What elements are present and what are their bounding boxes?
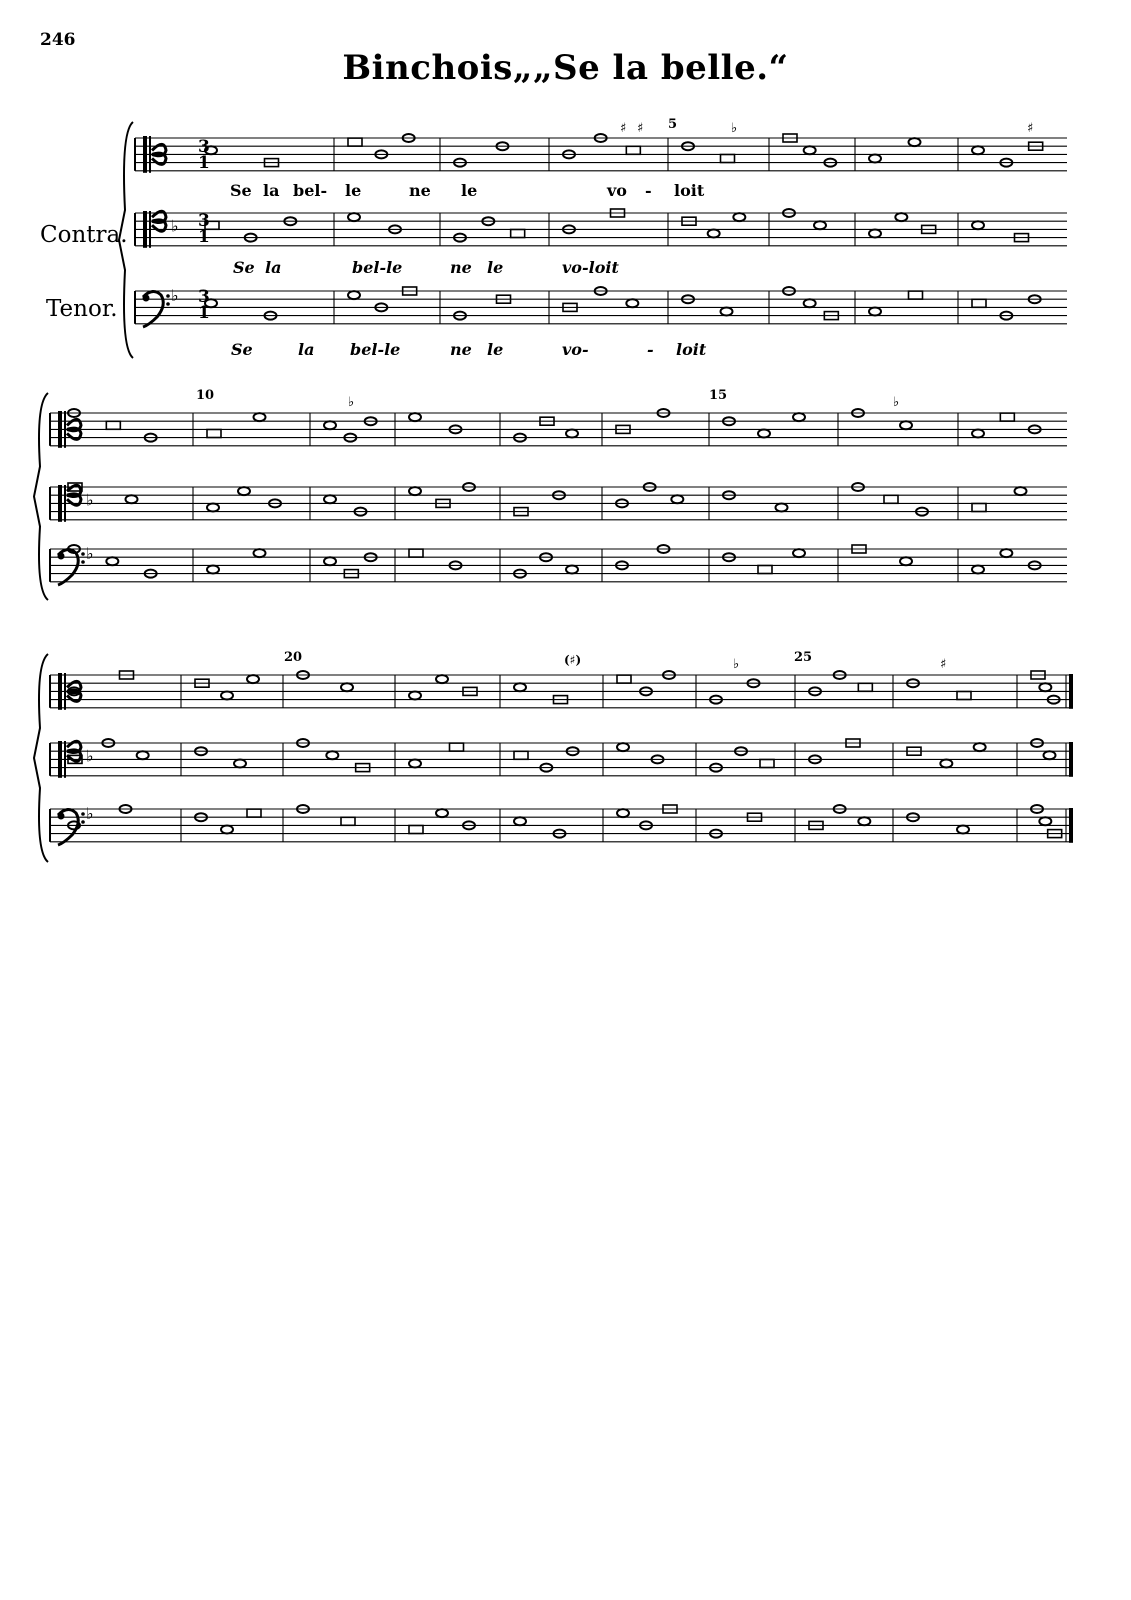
semibreve-note [324,495,336,503]
semibreve-note [238,487,250,495]
lyric-tenor: le [487,340,504,359]
semibreve-note [409,413,421,421]
semibreve-note [254,549,266,557]
semibreve-note [409,487,421,495]
lyric-contra: bel-le [352,258,403,277]
breve-note [972,504,986,512]
semibreve-note [221,692,233,700]
semibreve-note [974,743,986,751]
lyric-contra: vo-loit [562,258,619,277]
semibreve-note [858,817,870,825]
flat-icon: ♭ [86,544,94,564]
semibreve-note [617,743,629,751]
semibreve-note [324,421,336,429]
breve-note [514,751,528,759]
flat-icon: ♭ [893,395,900,410]
semibreve-note [1015,487,1027,495]
f-clef-icon [58,813,65,820]
semibreve-note [137,751,149,759]
lyric-superius: bel- [293,181,328,200]
lyric-superius: ne [409,181,431,200]
semibreve-note [436,809,448,817]
lyric-superius: - [645,181,652,200]
semibreve-note [814,221,826,229]
svg-text:3: 3 [198,287,210,307]
breve-note [957,692,971,700]
time-signature-superius [198,137,210,173]
c-clef-icon [64,411,66,448]
semibreve-note [972,566,984,574]
lyric-tenor: vo- [562,340,589,359]
system-brace [34,654,48,862]
c-clef-icon [67,681,81,701]
f-clef-icon [166,294,170,298]
f-clef-icon [81,560,85,564]
lyric-superius: loit [674,181,705,200]
semibreve-note [793,413,805,421]
semibreve-note [234,760,246,768]
f-clef-icon [81,820,85,824]
semibreve-note [895,213,907,221]
semibreve-note [106,557,118,565]
time-signature-tenor [198,287,210,323]
c-clef-icon [58,741,62,778]
lyric-contra: la [265,258,282,277]
semibreve-note [436,675,448,683]
lyric-contra: Se [233,258,255,277]
lyric-superius: le [345,181,362,200]
breve-note [450,743,464,751]
breve-note [511,230,525,238]
svg-text:1: 1 [198,153,210,173]
final-barline [1069,742,1073,777]
time-signature-contra [198,211,210,247]
semibreve-note [940,760,952,768]
breve-note [858,683,872,691]
flat-icon: ♭ [348,395,355,410]
semibreve-note [514,817,526,825]
semibreve-note [514,683,526,691]
lyric-tenor: la [298,340,315,359]
editorial-sharp: (♯) [564,653,582,667]
semibreve-note [324,557,336,565]
svg-text:1: 1 [198,303,210,323]
c-clef-icon [67,419,81,439]
lyric-superius: le [461,181,478,200]
flat-icon: ♭ [171,286,179,306]
part-label-tenor: Tenor. [46,296,118,322]
semibreve-note [1039,817,1051,825]
breve-note [760,760,774,768]
sharp-icon: ♯ [940,657,947,672]
c-clef-icon [64,673,66,710]
sharp-icon: ♯ [637,121,644,136]
measure-number-5: 5 [668,117,678,132]
breve-note [758,566,772,574]
lyric-tenor: - [647,340,654,359]
c-clef-icon [67,485,81,505]
breve-note [617,675,631,683]
c-clef-icon [58,411,62,448]
breve-note [247,809,261,817]
semibreve-note [326,751,338,759]
system-brace [34,393,48,600]
semibreve-note [617,809,629,817]
semibreve-note [247,675,259,683]
semibreve-note [566,566,578,574]
breve-note [409,549,423,557]
staff-tenor [50,544,1067,585]
semibreve-note [900,421,912,429]
system-1 [119,122,1067,358]
score-systems [34,121,1073,862]
lyric-tenor: bel-le [350,340,401,359]
semibreve-note [126,495,138,503]
lyric-tenor: loit [676,340,707,359]
semibreve-note [207,504,219,512]
breve-note [207,430,221,438]
semibreve-note [776,504,788,512]
semibreve-note [1044,751,1056,759]
part-label-contra: Contra. [40,222,128,248]
breve-note [721,155,735,163]
semibreve-note [972,221,984,229]
c-clef-icon [152,211,166,231]
semibreve-note [566,430,578,438]
semibreve-note [804,299,816,307]
sharp-icon: ♯ [1027,121,1034,136]
c-clef-icon [143,211,147,248]
lyric-contra: ne [450,258,472,277]
semibreve-note [804,146,816,154]
breve-note [884,495,898,503]
breve-note [341,817,355,825]
svg-text:1: 1 [198,227,210,247]
system-3 [34,654,1073,862]
c-clef-icon [149,211,151,248]
semibreve-note [721,308,733,316]
semibreve-note [869,155,881,163]
semibreve-note [348,213,360,221]
semibreve-note [671,495,683,503]
semibreve-note [733,213,745,221]
flat-icon: ♭ [171,216,179,236]
lyric-tenor: Se [231,340,253,359]
sharp-icon: ♯ [620,121,627,136]
svg-text:3: 3 [198,211,210,231]
staff-superius [50,411,1067,448]
final-barline [1069,808,1073,843]
breve-note [1000,413,1014,421]
semibreve-note [869,308,881,316]
semibreve-note [409,760,421,768]
semibreve-note [409,692,421,700]
svg-text:3: 3 [198,137,210,157]
lyric-superius: Se [230,181,252,200]
semibreve-note [957,826,969,834]
f-clef-icon [58,553,65,560]
c-clef-icon [64,741,66,778]
flat-icon: ♭ [731,121,738,136]
page-number: 246 [40,30,76,50]
piece-title: Binchois„„Se la belle.“ [342,48,789,88]
staff-tenor [135,286,1067,327]
semibreve-note [341,683,353,691]
system-brace [119,122,133,358]
c-clef-icon [143,136,147,173]
c-clef-icon [64,485,66,522]
semibreve-note [1039,683,1051,691]
semibreve-note [793,549,805,557]
flat-icon: ♭ [86,746,94,766]
system-2 [34,393,1067,600]
c-clef-icon [67,741,81,761]
semibreve-note [758,430,770,438]
staff-tenor [50,804,1072,845]
semibreve-note [900,557,912,565]
semibreve-note [708,230,720,238]
semibreve-note [909,138,921,146]
semibreve-note [869,230,881,238]
semibreve-note [207,566,219,574]
breve-note [106,421,120,429]
semibreve-note [1000,549,1012,557]
flat-icon: ♭ [733,657,740,672]
lyric-tenor: ne [450,340,472,359]
measure-number-20: 20 [284,650,303,665]
c-clef-icon [58,485,62,522]
f-clef-icon [143,295,150,302]
staff-contra [135,211,1067,248]
lyric-contra: le [487,258,504,277]
measure-number-10: 10 [196,388,215,403]
semibreve-note [972,430,984,438]
f-clef-icon [81,552,85,556]
c-clef-icon [58,673,62,710]
semibreve-note [972,146,984,154]
measure-number-15: 15 [709,388,728,403]
semibreve-note [221,826,233,834]
lyric-superius: la [263,181,280,200]
semibreve-note [348,291,360,299]
breve-note [909,291,923,299]
lyric-superius: vo [607,181,627,200]
breve-note [972,299,986,307]
breve-note [348,138,362,146]
breve-note [409,826,423,834]
f-clef-icon [166,302,170,306]
semibreve-note [254,413,266,421]
measure-number-25: 25 [794,650,813,665]
final-barline [1069,674,1073,709]
breve-note [626,146,640,154]
f-clef-icon [81,812,85,816]
semibreve-note [626,299,638,307]
c-clef-icon [152,144,166,164]
c-clef-icon [149,136,151,173]
flat-icon: ♭ [86,804,94,824]
flat-icon: ♭ [86,490,94,510]
